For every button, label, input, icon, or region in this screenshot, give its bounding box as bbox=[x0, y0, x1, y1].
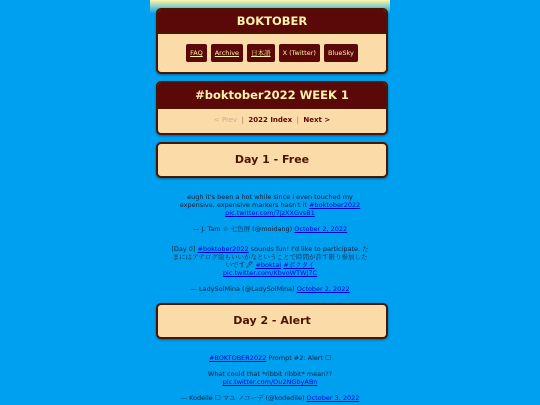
hashtag-link[interactable]: #boktai bbox=[255, 261, 282, 269]
pic-link[interactable]: pic.twitter.com/KbvoWTWJ7C bbox=[222, 269, 318, 277]
day-1-header: Day 1 - Free bbox=[156, 142, 388, 178]
post-prefix: [Day 0] bbox=[171, 245, 198, 253]
next-link[interactable]: Next > bbox=[303, 116, 331, 124]
hashtag-link[interactable]: #boktober2022 bbox=[309, 201, 361, 209]
nav-bluesky-button[interactable]: BlueSky bbox=[324, 44, 358, 62]
pic-link[interactable]: pic.twitter.com/Ou2NGbyABn bbox=[222, 378, 318, 386]
nav-faq-button[interactable]: FAQ bbox=[186, 44, 207, 62]
site-header-panel bbox=[156, 8, 388, 74]
post-citation bbox=[170, 394, 370, 402]
pager-separator: | bbox=[296, 116, 299, 124]
site-nav bbox=[158, 34, 386, 62]
post-author: — LadySolMina (@LadySolMina) bbox=[190, 285, 297, 293]
post-text: Prompt #2: Alert ☐ bbox=[266, 354, 332, 362]
nav-twitter-button[interactable]: X (Twitter) bbox=[279, 44, 320, 62]
pic-link[interactable]: pic.twitter.com/7jzXXGvsB1 bbox=[225, 209, 315, 217]
post-text: eugh it's been a hot while since i even touched my expensive, expensive markers hasn't it bbox=[179, 193, 353, 209]
post-author: — J. Tam ☆ 七色屏 (@moidang) bbox=[192, 225, 295, 233]
post-text: What could that *ribbit ribbit* mean?? bbox=[207, 370, 333, 378]
week-pager bbox=[158, 109, 386, 131]
hashtag-link[interactable]: #BOKTOBER2022 bbox=[208, 354, 267, 362]
post-1 bbox=[170, 193, 370, 233]
week-title: #boktober2022 WEEK 1 bbox=[158, 83, 386, 109]
date-link[interactable]: October 2, 2022 bbox=[294, 225, 348, 233]
date-link[interactable]: October 2, 2022 bbox=[296, 285, 350, 293]
day-2-header: Day 2 - Alert bbox=[156, 303, 388, 339]
week-panel bbox=[156, 81, 388, 135]
post-3 bbox=[170, 354, 370, 402]
index-link[interactable]: 2022 Index bbox=[248, 116, 293, 124]
nav-japanese-button[interactable]: 日本語 bbox=[247, 44, 275, 62]
post-author: — Kodeile ☐ マユ ノコーデ (@kodedile) bbox=[180, 394, 307, 402]
post-citation bbox=[170, 285, 370, 293]
hashtag-link[interactable]: #ボクタイ bbox=[283, 261, 315, 269]
date-link[interactable]: October 3, 2022 bbox=[306, 394, 360, 402]
post-citation bbox=[170, 225, 370, 233]
hashtag-link[interactable]: #boktober2022 bbox=[197, 245, 249, 253]
nav-archive-button[interactable]: Archive bbox=[211, 44, 243, 62]
pager-separator: | bbox=[241, 116, 244, 124]
site-title: BOKTOBER bbox=[158, 10, 386, 34]
post-text: sounds fun! I'd like to participate. たまにはアナログ絵もいいかなということで時間が許す限り参加したいです🖋 bbox=[172, 245, 369, 269]
post-2 bbox=[170, 245, 370, 293]
prev-link: < Prev bbox=[213, 116, 238, 124]
